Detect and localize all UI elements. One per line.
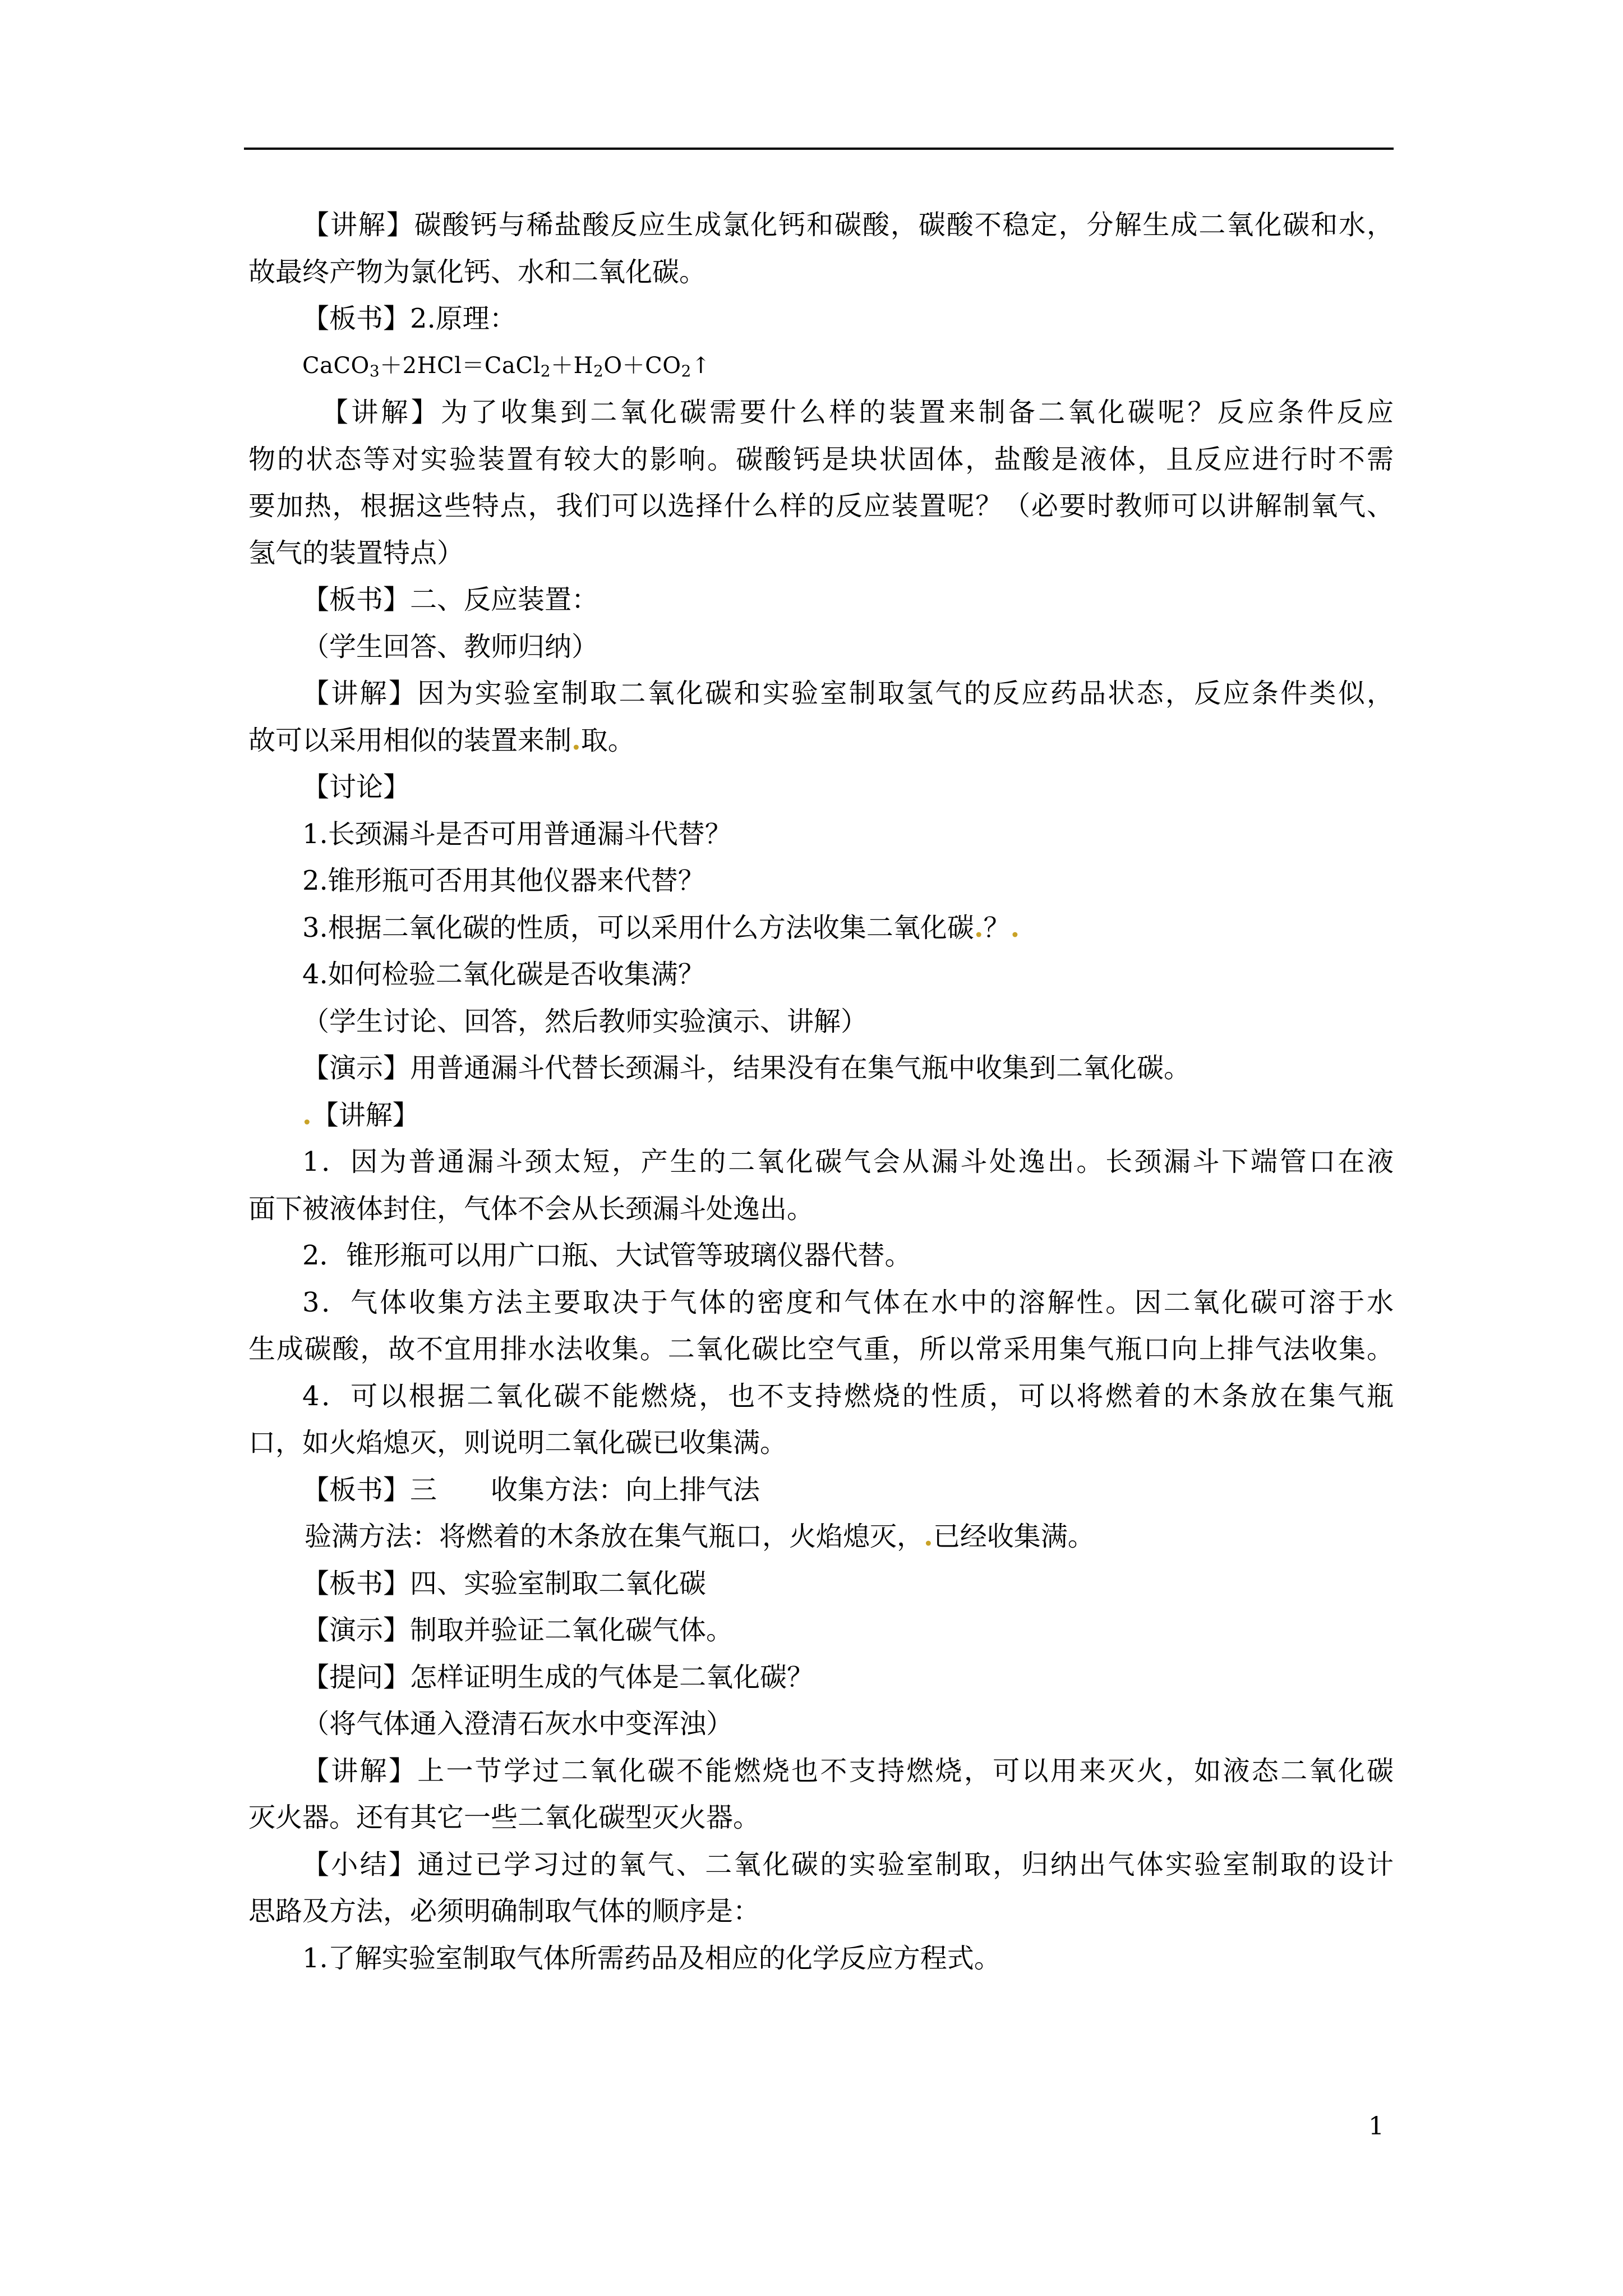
paragraph-line: 3.根据二氧化碳的性质，可以采用什么方法收集二氧化碳.？.	[302, 912, 1020, 944]
paragraph-line: 【讨论】	[302, 771, 411, 803]
paragraph-line: 思路及方法，必须明确制取气体的顺序是：	[248, 1895, 760, 1927]
paragraph-line: 【提问】怎样证明生成的气体是二氧化碳？	[302, 1661, 814, 1693]
paragraph-line: 故最终产物为氯化钙、水和二氧化碳。	[248, 256, 707, 288]
header-rule	[244, 148, 1394, 150]
paragraph-line: 【讲解】上一节学过二氧化碳不能燃烧也不支持燃烧，可以用来灭火，如液态二氧化碳	[302, 1755, 1394, 1787]
paragraph-line: 【板书】三 收集方法：向上排气法	[302, 1474, 760, 1506]
paragraph-line: 【演示】制取并验证二氧化碳气体。	[302, 1614, 734, 1646]
chemical-equation: $CaCO_3+2HCl=CaCl_2+H_2O+CO_2↑$	[302, 352, 711, 380]
paragraph-line: 【板书】2.原理：	[302, 303, 517, 334]
paragraph-line: 【讲解】因为实验室制取二氧化碳和实验室制取氢气的反应药品状态，反应条件类似，	[302, 678, 1394, 709]
paragraph-line: 【讲解】碳酸钙与稀盐酸反应生成氯化钙和碳酸，碳酸不稳定，分解生成二氧化碳和水，	[302, 209, 1394, 241]
paragraph-line: 物的状态等对实验装置有较大的影响。碳酸钙是块状固体，盐酸是液体，且反应进行时不需	[248, 443, 1394, 475]
paragraph-line: 2．锥形瓶可以用广口瓶、大试管等玻璃仪器代替。	[302, 1240, 912, 1271]
paragraph-line: 要加热，根据这些特点，我们可以选择什么样的反应装置呢？（必要时教师可以讲解制氧气、	[248, 490, 1394, 522]
paragraph-line: （学生回答、教师归纳）	[302, 631, 599, 662]
dot-mark: .	[302, 1099, 312, 1131]
paragraph-line: 氢气的装置特点）	[248, 537, 464, 569]
paragraph-line: （将气体通入澄清石灰水中变浑浊）	[302, 1708, 734, 1740]
dot-mark: .	[974, 912, 984, 944]
paragraph-line: 1.了解实验室制取气体所需药品及相应的化学反应方程式。	[302, 1942, 1001, 1974]
paragraph-line: 4.如何检验二氧化碳是否收集满？	[302, 959, 705, 990]
paragraph-line: 【小结】通过已学习过的氧气、二氧化碳的实验室制取，归纳出气体实验室制取的设计	[302, 1848, 1394, 1880]
paragraph-line: 【演示】用普通漏斗代替长颈漏斗，结果没有在集气瓶中收集到二氧化碳。	[302, 1052, 1191, 1084]
paragraph-line: 2.锥形瓶可否用其他仪器来代替？	[302, 865, 705, 896]
paragraph-line: 3．气体收集方法主要取决于气体的密度和气体在水中的溶解性。因二氧化碳可溶于水	[302, 1286, 1394, 1318]
paragraph-line: 灭火器。还有其它一些二氧化碳型灭火器。	[248, 1802, 760, 1833]
paragraph-line: 【板书】四、实验室制取二氧化碳	[302, 1567, 707, 1599]
paragraph-line: 生成碳酸，故不宜用排水法收集。二氧化碳比空气重，所以常采用集气瓶口向上排气法收集。	[248, 1333, 1394, 1365]
paragraph-line: 口，如火焰熄灭，则说明二氧化碳已收集满。	[248, 1427, 787, 1458]
dot-mark: .	[571, 724, 581, 756]
paragraph-line: .【讲解】	[302, 1099, 419, 1131]
page-number: 1	[1368, 2112, 1384, 2141]
paragraph-line: 【板书】二、反应装置：	[302, 584, 599, 615]
paragraph-line: 4．可以根据二氧化碳不能燃烧，也不支持燃烧的性质，可以将燃着的木条放在集气瓶	[302, 1380, 1394, 1412]
paragraph-line: 故可以采用相似的装置来制.取。	[248, 724, 635, 756]
paragraph-line: （学生讨论、回答，然后教师实验演示、讲解）	[302, 1005, 868, 1037]
paragraph-line: 1．因为普通漏斗颈太短，产生的二氧化碳气会从漏斗处逸出。长颈漏斗下端管口在液	[302, 1146, 1394, 1177]
paragraph-line: 【讲解】为了收集到二氧化碳需要什么样的装置来制备二氧化碳呢？反应条件反应	[321, 397, 1394, 428]
dot-mark: .	[1010, 912, 1020, 944]
dot-mark: .	[924, 1521, 933, 1552]
paragraph-line: 1.长颈漏斗是否可用普通漏斗代替？	[302, 818, 732, 850]
paragraph-line: 验满方法：将燃着的木条放在集气瓶口，火焰熄灭，.已经收集满。	[305, 1521, 1095, 1552]
body-text	[248, 202, 1394, 1982]
paragraph-line: 面下被液体封住，气体不会从长颈漏斗处逸出。	[248, 1193, 814, 1225]
